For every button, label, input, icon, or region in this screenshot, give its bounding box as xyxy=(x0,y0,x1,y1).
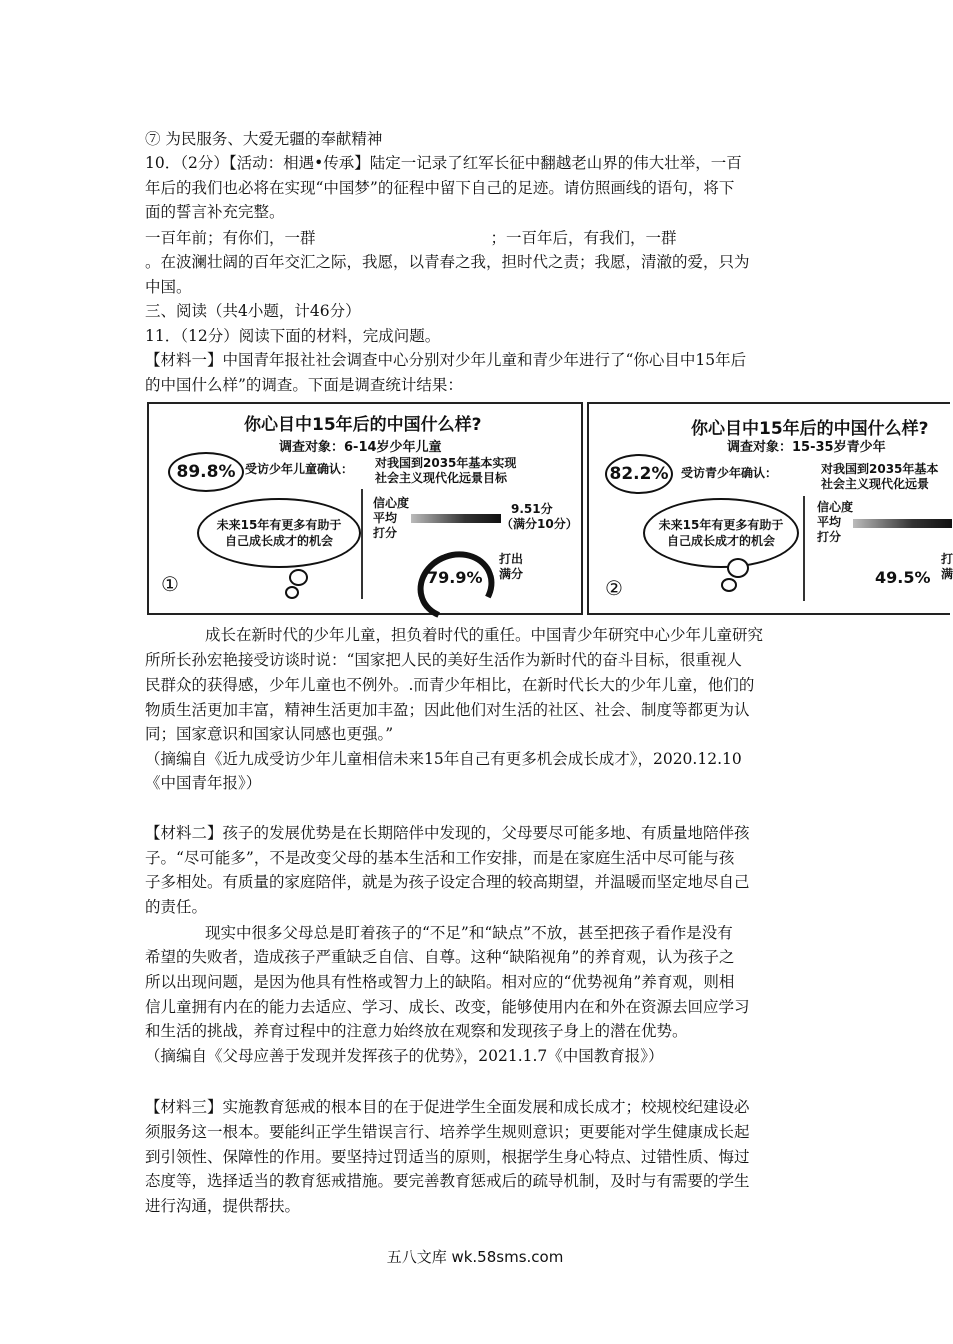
material-2-line-8: 信儿童拥有内在的能力去适应、学习、成长、改变，能够使用内在和外在资源去回应学习 xyxy=(145,998,750,1016)
main-percentage: 82.2% xyxy=(609,464,669,484)
material-1-para-5: 同；国家意识和国家认同感也更强。” xyxy=(145,725,394,743)
material-2-source: （摘编自《父母应善于发现并发挥孩子的优势》，2021.1.7《中国教育报》） xyxy=(145,1047,664,1065)
figure-subtitle: 调查对象：15-35岁青少年 xyxy=(727,440,886,455)
confirm-label: 受访青少年确认： xyxy=(681,466,778,480)
material-2-line-5: 现实中很多父母总是盯着孩子的“不足”和“缺点”不放，甚至把孩子看作是没有 xyxy=(205,924,733,942)
material-1-para-3: 民群众的获得感，少年儿童也不例外。.而青少年相比，在新时代长大的少年儿童，他们的 xyxy=(145,676,755,694)
confidence-label-3: 打分 xyxy=(373,526,398,540)
goal-text-1: 对我国到2035年基本实现 xyxy=(375,456,517,470)
thought-bubble xyxy=(727,558,749,578)
full-score-label-2: 满分 xyxy=(499,567,524,581)
material-2-line-6: 希望的失败者，造成孩子严重缺乏自信、自尊。这种“缺陷视角”的养育观，认为孩子之 xyxy=(145,948,735,966)
full-score-label-2: 满 xyxy=(941,567,953,581)
material-1-para-4: 物质生活更加丰富，精神生活更加丰盈；因此他们对生活的社区、社会、制度等都更为认 xyxy=(145,701,750,719)
material-1-source-1: （摘编自《近九成受访少年儿童相信未来15年自己有更多机会成长成才》，2020.12.10 xyxy=(145,750,742,768)
oval-text-1: 未来15年有更多有助于 xyxy=(216,518,342,532)
percentage-oval xyxy=(168,452,244,492)
thought-bubble xyxy=(289,569,308,586)
material-3-line-2: 须服务这一根本。要能纠正学生错误言行、培养学生规则意识；更要能对学生健康成长起 xyxy=(145,1123,750,1141)
survey-figure-1 xyxy=(147,402,583,615)
page-footer: 五八文库 wk.58sms.com xyxy=(386,1248,564,1266)
score-full: （满分10分） xyxy=(501,517,578,531)
figure-marker: ① xyxy=(161,572,179,596)
material-1-line-2: 的中国什么样”的调查。下面是调查统计结果： xyxy=(145,376,463,394)
material-3-line-4: 态度等，选择适当的教育惩戒措施。要完善教育惩戒后的疏导机制，及时与有需要的学生 xyxy=(145,1172,750,1190)
oval-text-2: 自己成长成才的机会 xyxy=(224,534,333,548)
material-2-line-9: 和生活的挑战，养育过程中的注意力始终放在观察和发现孩子身上的潜在优势。 xyxy=(145,1022,688,1040)
figure-subtitle: 调查对象：6-14岁少年儿童 xyxy=(279,440,442,455)
material-2-line-3: 子多相处。有质量的家庭陪伴，就是为孩子设定合理的较高期望，并温暖而坚定地尽自己 xyxy=(145,873,750,891)
percentage-oval xyxy=(605,454,673,494)
goal-text-2: 社会主义现代化远景 xyxy=(821,477,930,491)
opportunity-oval xyxy=(643,498,799,568)
confidence-label-2: 平均 xyxy=(373,511,398,525)
oval-text-2: 自己成长成才的机会 xyxy=(666,534,775,548)
full-score-percentage: 79.9% xyxy=(427,568,483,587)
full-score-percentage: 49.5% xyxy=(875,568,931,587)
main-percentage: 89.8% xyxy=(176,462,236,482)
figure-marker: ② xyxy=(605,576,623,600)
confidence-bar xyxy=(853,519,952,528)
question-11-heading: 11．（12分）阅读下面的材料，完成问题。 xyxy=(145,327,441,345)
goal-text-1: 对我国到2035年基本 xyxy=(821,462,939,476)
figure-title: 你心目中15年后的中国什么样? xyxy=(691,419,929,439)
question-10-line-2: 年后的我们也必将在实现“中国梦”的征程中留下自己的足迹。请仿照画线的语句，将下 xyxy=(145,179,735,197)
question-10-line-1: 10．（2分）【活动：相遇•传承】陆定一记录了红军长征中翻越老山界的伟大壮举，一百 xyxy=(145,154,742,172)
confirm-label: 受访少年儿童确认： xyxy=(245,462,354,476)
question-10-line-3: 面的誓言补充完整。 xyxy=(145,203,285,221)
confidence-label-1: 信心度 xyxy=(817,500,854,514)
thought-bubble xyxy=(285,586,299,599)
figure-title: 你心目中15年后的中国什么样? xyxy=(244,415,482,435)
opportunity-oval xyxy=(197,498,361,568)
material-3-line-5: 进行沟通，提供帮扶。 xyxy=(145,1197,301,1215)
divider-line xyxy=(361,489,363,599)
material-3-line-3: 到引领性、保障性的作用。要坚持过罚适当的原则，根据学生身心特点、过错性质、悔过 xyxy=(145,1148,750,1166)
oath-part-a: 一百年前；有你们，一群 xyxy=(145,229,316,247)
oath-line-2: 。在波澜壮阔的百年交汇之际，我愿，以青春之我，担时代之责；我愿，清澈的爱，只为 xyxy=(145,253,750,271)
full-score-label-1: 打 xyxy=(941,552,953,566)
oath-line-3: 中国。 xyxy=(145,278,192,296)
material-1-line-1: 【材料一】中国青年报社社会调查中心分别对少年儿童和青少年进行了“你心目中15年后 xyxy=(145,351,747,369)
full-score-label-1: 打出 xyxy=(499,552,524,566)
confidence-label-2: 平均 xyxy=(817,515,842,529)
material-2-line-2: 子。“尽可能多”，不是改变父母的基本生活和工作安排，而是在家庭生活中尽可能与孩 xyxy=(145,849,735,867)
confidence-label-1: 信心度 xyxy=(373,496,410,510)
oval-text-1: 未来15年有更多有助于 xyxy=(658,518,784,532)
material-1-para-2: 所所长孙宏艳接受访谈时说：“国家把人民的美好生活作为新时代的奋斗目标，很重视人 xyxy=(145,651,742,669)
option-7: ⑦ 为民服务、大爱无疆的奉献精神 xyxy=(145,130,383,148)
material-2-line-7: 所以出现问题，是因为他具有性格或智力上的缺陷。相对应的“优势视角”养育观，则相 xyxy=(145,973,735,991)
material-2-line-4: 的责任。 xyxy=(145,898,208,916)
material-1-para-1: 成长在新时代的少年儿童，担负着时代的重任。中国青少年研究中心少年儿童研究 xyxy=(205,626,764,644)
oath-line-1 xyxy=(145,227,677,249)
divider-line xyxy=(803,496,805,601)
confidence-label-3: 打分 xyxy=(817,530,842,544)
oath-part-b: ；一百年后，有我们，一群 xyxy=(490,229,677,247)
survey-figure-2 xyxy=(587,402,953,615)
confidence-bar xyxy=(411,514,501,523)
thought-bubble xyxy=(721,578,737,592)
score-value: 9.51分 xyxy=(511,502,553,516)
material-2-line-1: 【材料二】孩子的发展优势是在长期陪伴中发现的，父母要尽可能多地、有质量地陪伴孩 xyxy=(145,824,750,842)
material-3-line-1: 【材料三】实施教育惩戒的根本目的在于促进学生全面发展和成长成才；校规校纪建设必 xyxy=(145,1098,750,1116)
goal-text-2: 社会主义现代化远景目标 xyxy=(375,471,508,485)
section-3-heading: 三、阅读（共4小题，计46分） xyxy=(145,302,361,320)
material-1-source-2: 《中国青年报》） xyxy=(145,774,262,792)
